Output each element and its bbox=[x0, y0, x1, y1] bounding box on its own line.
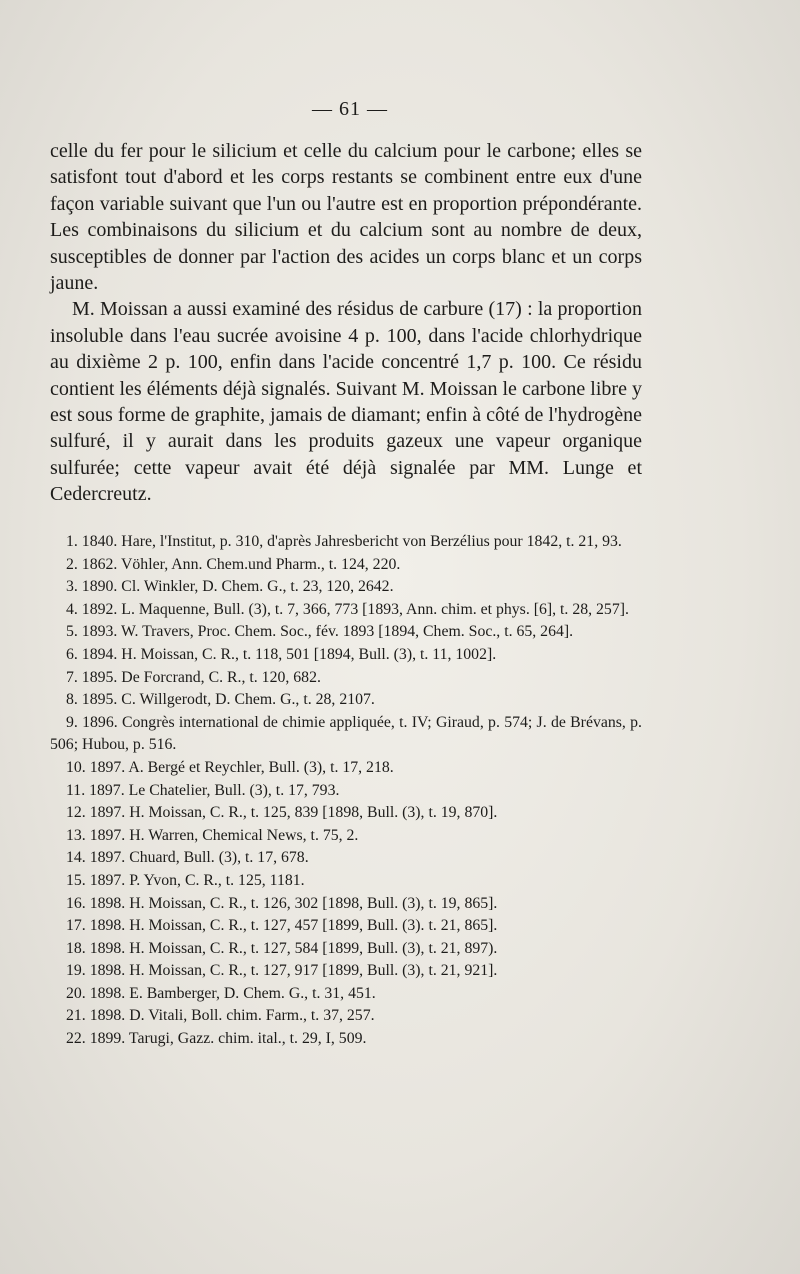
reference-item: 22. 1899. Tarugi, Gazz. chim. ital., t. 29, I, 509. bbox=[66, 1030, 367, 1048]
reference-item: 11. 1897. Le Chatelier, Bull. (3), t. 17, 793. bbox=[66, 781, 340, 799]
reference-item: 18. 1898. H. Moissan, C. R., t. 127, 584 [1899, Bull. (3), t. 21, 897). bbox=[66, 939, 498, 957]
reference-item: 7. 1895. De Forcrand, C. R., t. 120, 682. bbox=[66, 668, 321, 686]
reference-item: 12. 1897. H. Moissan, C. R., t. 125, 839 [1898, Bull. (3), t. 19, 870]. bbox=[66, 804, 498, 822]
reference-item: 3. 1890. Cl. Winkler, D. Chem. G., t. 23, 120, 2642. bbox=[66, 578, 394, 596]
reference-item: 4. 1892. L. Maquenne, Bull. (3), t. 7, 366, 773 [1893, Ann. chim. et phys. [6], t. 28, 257]. bbox=[66, 600, 629, 618]
reference-item: 17. 1898. H. Moissan, C. R., t. 127, 457 [1899, Bull. (3). t. 21, 865]. bbox=[66, 917, 498, 935]
reference-item: 21. 1898. D. Vitali, Boll. chim. Farm., t. 37, 257. bbox=[66, 1007, 375, 1025]
paragraph: M. Moissan a aussi examiné des résidus de carbure (17) : la proportion insoluble dans l'eau sucrée avoisine 4 p. 100, dans l'acide chlorhydrique au dixième 2 p. 100, enfin dans l'acide concentré 1,7 p. 100. Ce résidu contient les éléments déjà signalés. Suivant M. Moissan le carbone libre y est sous forme de graphite, jamais de diamant; enfin à côté de l'hydrogène sulfuré, il y aurait dans les produits gazeux une vapeur organique sulfurée; cette vapeur avait été déjà signalée par MM. Lunge et Cedercreutz. bbox=[50, 298, 642, 506]
reference-item: 15. 1897. P. Yvon, C. R., t. 125, 1181. bbox=[66, 871, 305, 889]
reference-item: 5. 1893. W. Travers, Proc. Chem. Soc., fév. 1893 [1894, Chem. Soc., t. 65, 264]. bbox=[66, 623, 574, 641]
body-text bbox=[50, 138, 642, 508]
reference-item: 2. 1862. Vöhler, Ann. Chem.und Pharm., t. 124, 220. bbox=[66, 555, 401, 573]
reference-item: 16. 1898. H. Moissan, C. R., t. 126, 302 [1898, Bull. (3), t. 19, 865]. bbox=[66, 894, 498, 912]
reference-item: 13. 1897. H. Warren, Chemical News, t. 75, 2. bbox=[66, 826, 359, 844]
reference-list bbox=[50, 531, 642, 1051]
reference-item: 6. 1894. H. Moissan, C. R., t. 118, 501 [1894, Bull. (3), t. 11, 1002]. bbox=[66, 645, 497, 663]
reference-item: 19. 1898. H. Moissan, C. R., t. 127, 917 [1899, Bull. (3), t. 21, 921]. bbox=[66, 962, 498, 980]
reference-item: 9. 1896. Congrès international de chimie appliquée, t. IV; Giraud, p. 574; J. de Brévans, p. 506; Hubou, p. 516. bbox=[50, 713, 642, 754]
reference-item: 20. 1898. E. Bamberger, D. Chem. G., t. 31, 451. bbox=[66, 984, 376, 1002]
reference-item: 14. 1897. Chuard, Bull. (3), t. 17, 678. bbox=[66, 849, 309, 867]
reference-item: 1. 1840. Hare, l'Institut, p. 310, d'après Jahresbericht von Berzélius pour 1842, t. 21, 93. bbox=[66, 533, 622, 550]
reference-item: 8. 1895. C. Willgerodt, D. Chem. G., t. 28, 2107. bbox=[66, 691, 375, 709]
paragraph: celle du fer pour le silicium et celle du calcium pour le carbone; elles se satisfont tout d'abord et les corps restants se combinent entre eux d'une façon variable suivant que l'un ou l'autre est en proportion prépondérante. Les combinaisons du silicium et du calcium sont au nombre de deux, susceptibles de donner par l'action des acides un corps blanc et un corps jaune. bbox=[50, 140, 642, 295]
reference-item: 10. 1897. A. Bergé et Reychler, Bull. (3), t. 17, 218. bbox=[66, 758, 394, 776]
page-number: — 61 — bbox=[312, 98, 388, 120]
